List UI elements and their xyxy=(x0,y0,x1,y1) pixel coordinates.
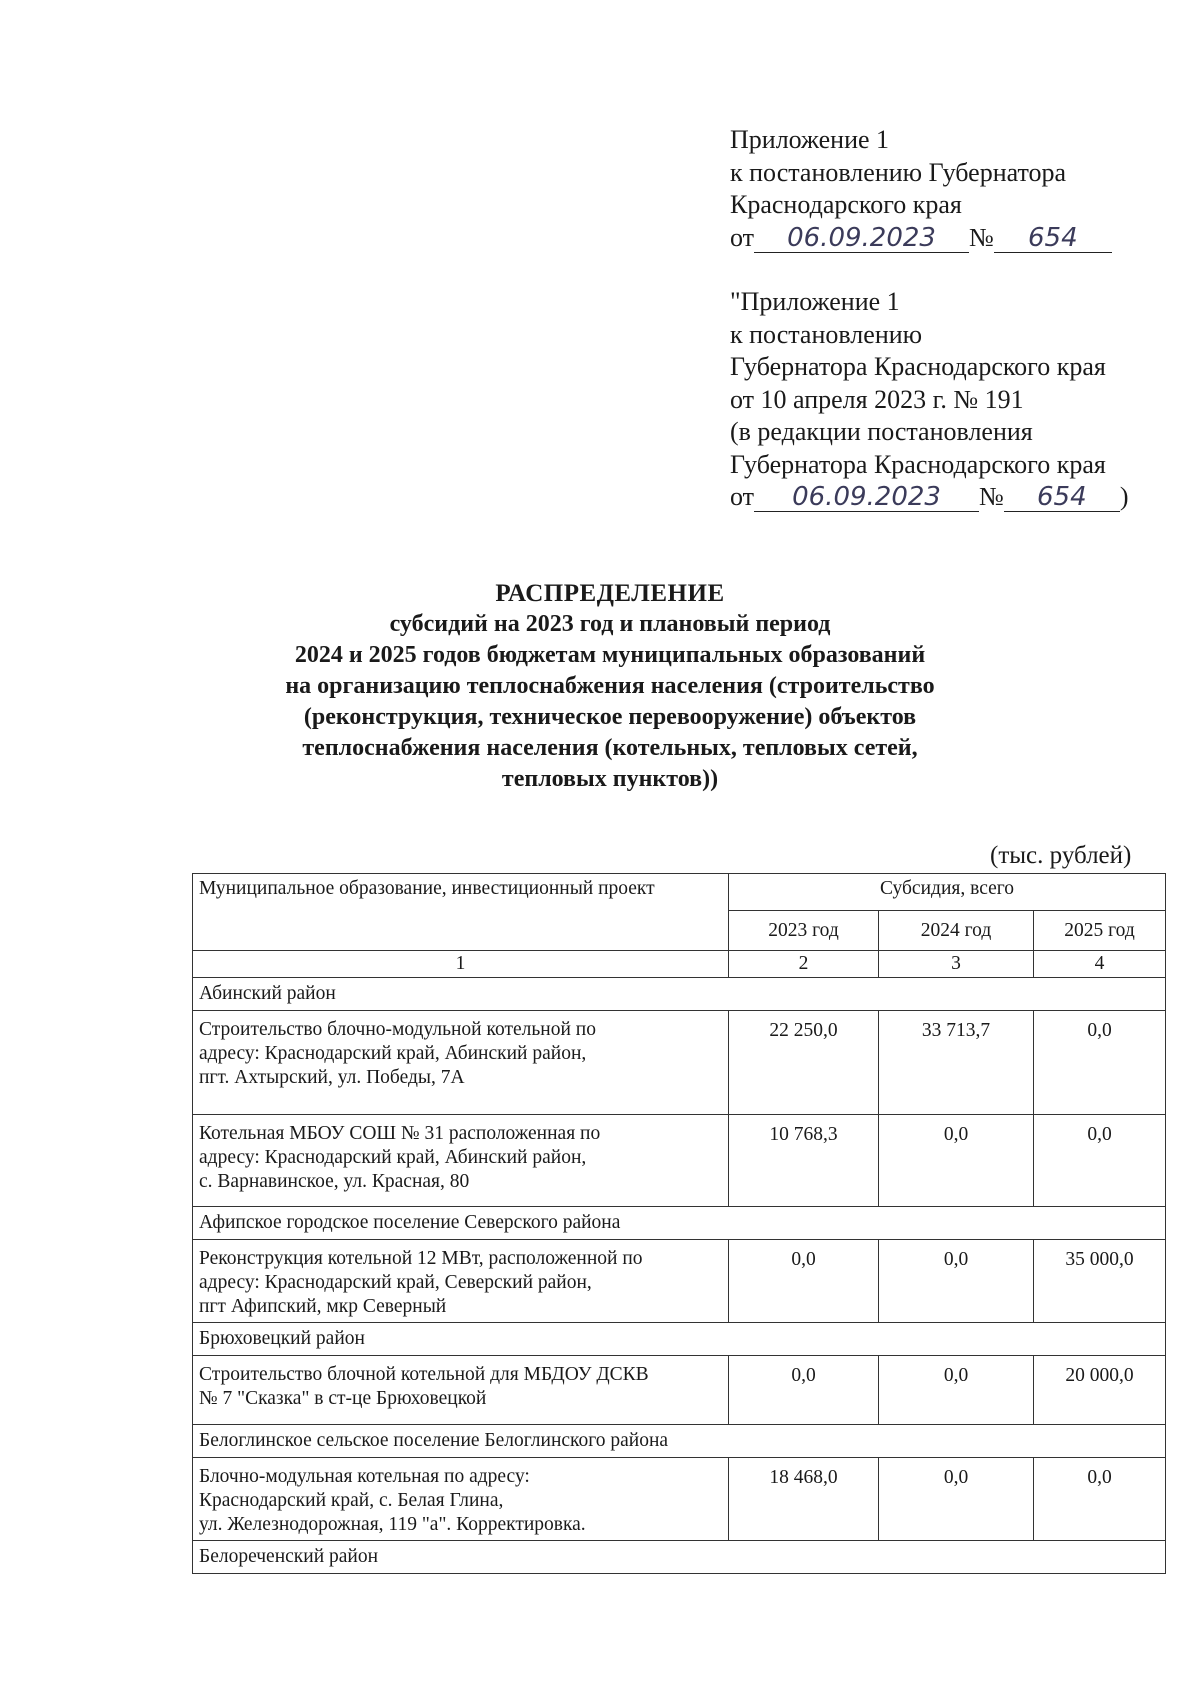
appendix-2-line1: "Приложение 1 xyxy=(730,287,900,316)
table-row xyxy=(193,1356,1166,1425)
value-2024: 33 713,7 xyxy=(879,1011,1034,1115)
header-municipality: Муниципальное образование, инвестиционный проект xyxy=(193,874,729,951)
column-index-row xyxy=(193,951,1166,978)
value-2024: 0,0 xyxy=(879,1115,1034,1207)
header-year-2024: 2024 год xyxy=(879,911,1034,951)
title-line: субсидий на 2023 год и плановый период xyxy=(389,611,831,637)
value-2025: 0,0 xyxy=(1034,1115,1166,1207)
appendix-2-line2: к постановлению xyxy=(730,319,923,349)
appendix-2-date-line xyxy=(730,481,1129,514)
header-year-2023: 2023 год xyxy=(729,911,879,951)
appendix-2-block xyxy=(730,286,1129,514)
appendix-1-line3: Краснодарского края xyxy=(730,190,962,219)
appendix-2-number-prefix: № xyxy=(979,482,1004,511)
value-2023: 0,0 xyxy=(729,1356,879,1425)
group-row xyxy=(193,978,1166,1011)
project-description: Котельная МБОУ СОШ № 31 расположенная по адресу: Краснодарский край, Абинский район, с. Варнавинское, ул. Красная, 80 xyxy=(193,1115,729,1207)
subsidy-table xyxy=(192,873,1166,1574)
title-line: (реконструкция, техническое перевооружение) объектов xyxy=(303,704,917,730)
group-name: Белореченский район xyxy=(193,1541,1166,1574)
column-index: 1 xyxy=(193,951,729,978)
column-index: 3 xyxy=(879,951,1034,978)
table-row xyxy=(193,1115,1166,1207)
appendix-1-block xyxy=(730,124,1112,254)
value-2023: 22 250,0 xyxy=(729,1011,879,1115)
project-description: Блочно-модульная котельная по адресу: Краснодарский край, с. Белая Глина, ул. Железнодорожная, 119 "а". Корректировка. xyxy=(193,1458,729,1541)
table-header-row xyxy=(193,874,1166,911)
header-subsidy-total: Субсидия, всего xyxy=(729,874,1166,911)
appendix-1-date-line xyxy=(730,222,1112,255)
value-2023: 18 468,0 xyxy=(729,1458,879,1541)
title-main: РАСПРЕДЕЛЕНИЕ xyxy=(495,580,725,607)
value-2025: 35 000,0 xyxy=(1034,1240,1166,1323)
title-line: тепловых пунктов)) xyxy=(501,766,719,792)
project-description: Строительство блочно-модульной котельной по адресу: Краснодарский край, Абинский район, пгт. Ахтырский, ул. Победы, 7А xyxy=(193,1011,729,1115)
appendix-2-line5: (в редакции постановления xyxy=(730,417,1033,446)
group-row xyxy=(193,1323,1166,1356)
column-index: 4 xyxy=(1034,951,1166,978)
project-description: Строительство блочной котельной для МБДОУ ДСКВ № 7 "Сказка" в ст-це Брюховецкой xyxy=(193,1356,729,1425)
header-year-2025: 2025 год xyxy=(1034,911,1166,951)
value-2024: 0,0 xyxy=(879,1458,1034,1541)
value-2023: 0,0 xyxy=(729,1240,879,1323)
appendix-2-closing: ) xyxy=(1119,482,1129,511)
title-line: на организацию теплоснабжения населения (строительство xyxy=(285,673,935,699)
table-row xyxy=(193,1011,1166,1115)
value-2023: 10 768,3 xyxy=(729,1115,879,1207)
appendix-1-date-prefix: от xyxy=(730,222,755,252)
appendix-1-number-prefix: № xyxy=(969,222,994,252)
appendix-1-handwritten-date: 06.09.2023 xyxy=(754,224,969,253)
appendix-1-line2: к постановлению Губернатора xyxy=(730,157,1067,187)
document-title xyxy=(220,578,1000,795)
group-row xyxy=(193,1541,1166,1574)
table-row xyxy=(193,1240,1166,1323)
project-description: Реконструкция котельной 12 МВт, расположенной по адресу: Краснодарский край, Северский район, пгт Афипский, мкр Северный xyxy=(193,1240,729,1323)
value-2025: 0,0 xyxy=(1034,1458,1166,1541)
value-2024: 0,0 xyxy=(879,1356,1034,1425)
group-row xyxy=(193,1425,1166,1458)
title-line: теплоснабжения населения (котельных, тепловых сетей, xyxy=(302,735,918,761)
appendix-2-date-prefix: от xyxy=(730,482,755,511)
group-name: Брюховецкий район xyxy=(193,1323,1166,1356)
appendix-2-line6: Губернатора Краснодарского края xyxy=(730,449,1106,479)
appendix-2-line4: от 10 апреля 2023 г. № 191 xyxy=(730,384,1024,414)
appendix-1-line1: Приложение 1 xyxy=(730,125,890,154)
title-line: 2024 и 2025 годов бюджетам муниципальных образований xyxy=(294,642,926,668)
group-row xyxy=(193,1207,1166,1240)
value-2024: 0,0 xyxy=(879,1240,1034,1323)
group-name: Афипское городское поселение Северского района xyxy=(193,1207,1166,1240)
appendix-2-handwritten-number: 654 xyxy=(1004,483,1120,512)
value-2025: 20 000,0 xyxy=(1034,1356,1166,1425)
group-name: Белоглинское сельское поселение Белоглинского района xyxy=(193,1425,1166,1458)
appendix-1-handwritten-number: 654 xyxy=(994,224,1112,253)
table-row xyxy=(193,1458,1166,1541)
value-2025: 0,0 xyxy=(1034,1011,1166,1115)
group-name: Абинский район xyxy=(193,978,1166,1011)
appendix-2-line3: Губернатора Краснодарского края xyxy=(730,352,1106,381)
units-label: (тыс. рублей) xyxy=(990,842,1132,869)
appendix-2-handwritten-date: 06.09.2023 xyxy=(754,483,979,512)
column-index: 2 xyxy=(729,951,879,978)
